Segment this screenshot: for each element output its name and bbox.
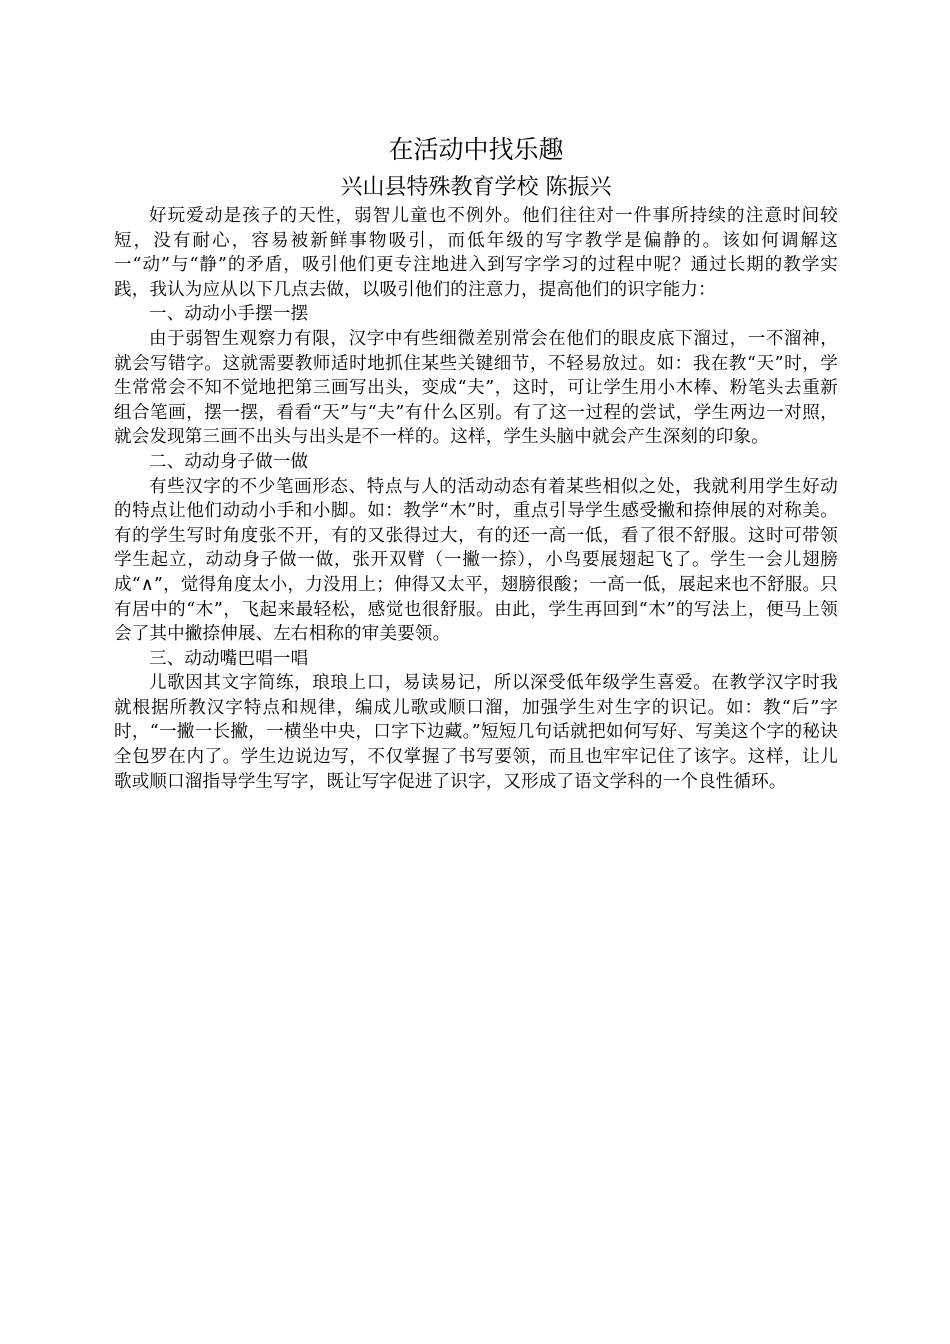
- section-heading-3: 三、动动嘴巴唱一唱: [149, 648, 309, 669]
- intro-paragraph: 好玩爱动是孩子的天性，弱智儿童也不例外。他们往往对一件事所持续的注意时间较短，没有耐心，容易被新鲜事物吸引，而低年级的写字教学是偏静的。该如何调解这一“动”与“静”的矛盾，吸引他们更专注地进入到写字学习的过程中呢？通过长期的教学实践，我认为应从以下几点去做，以吸引他们的注意力，提高他们的识字能力：: [114, 206, 838, 300]
- document-body: [114, 204, 838, 794]
- document-page: [114, 128, 838, 794]
- section-paragraph-2: 有些汉字的不少笔画形态、特点与人的活动动态有着某些相似之处，我就利用学生好动的特点让他们动动小手和小脚。如：教学“木”时，重点引导学生感受撇和捺伸展的对称美。有的学生写时角度张不开，有的又张得过大，有的还一高一低，看了很不舒服。这时可带领学生起立，动动身子做一做，张开双臂（一撇一捺），小鸟要展翅起飞了。学生一会儿翅膀成“∧”，觉得角度太小，力没用上；伸得又太平，翅膀很酸；一高一低，展起来也不舒服。只有居中的“木”，飞起来最轻松，感觉也很舒服。由此，学生再回到“木”的写法上，便马上领会了其中撇捺伸展、左右相称的审美要领。: [114, 476, 838, 645]
- section-paragraph-3: 儿歌因其文字简练，琅琅上口，易读易记，所以深受低年级学生喜爱。在教学汉字时我就根据所教汉字特点和规律，编成儿歌或顺口溜，加强学生对生字的识记。如：教“后”字时，“一撇一长撇，一横坐中央，口字下边藏。”短短几句话就把如何写好、写美这个字的秘诀全包罗在内了。学生边说边写，不仅掌握了书写要领，而且也牢牢记住了该字。这样，让儿歌或顺口溜指导学生写字，既让写字促进了识字，又形成了语文学科的一个良性循环。: [114, 673, 838, 792]
- section-heading-2: 二、动动身子做一做: [149, 451, 309, 472]
- document-title: 在活动中找乐趣: [388, 135, 564, 164]
- author-byline: 兴山县特殊教育学校 陈振兴: [340, 175, 612, 200]
- section-heading-1: 一、动动小手摆一摆: [149, 304, 309, 325]
- section-paragraph-1: 由于弱智生观察力有限，汉字中有些细微差别常会在他们的眼皮底下溜过，一不溜神，就会写错字。这就需要教师适时地抓住某些关键细节，不轻易放过。如：我在教“天”时，学生常常会不知不觉地把第三画写出头，变成“夫”，这时，可让学生用小木棒、粉笔头去重新组合笔画，摆一摆，看看“天”与“夫”有什么区别。有了这一过程的尝试，学生两边一对照，就会发现第三画不出头与出头是不一样的。这样，学生头脑中就会产生深刻的印象。: [114, 328, 838, 448]
